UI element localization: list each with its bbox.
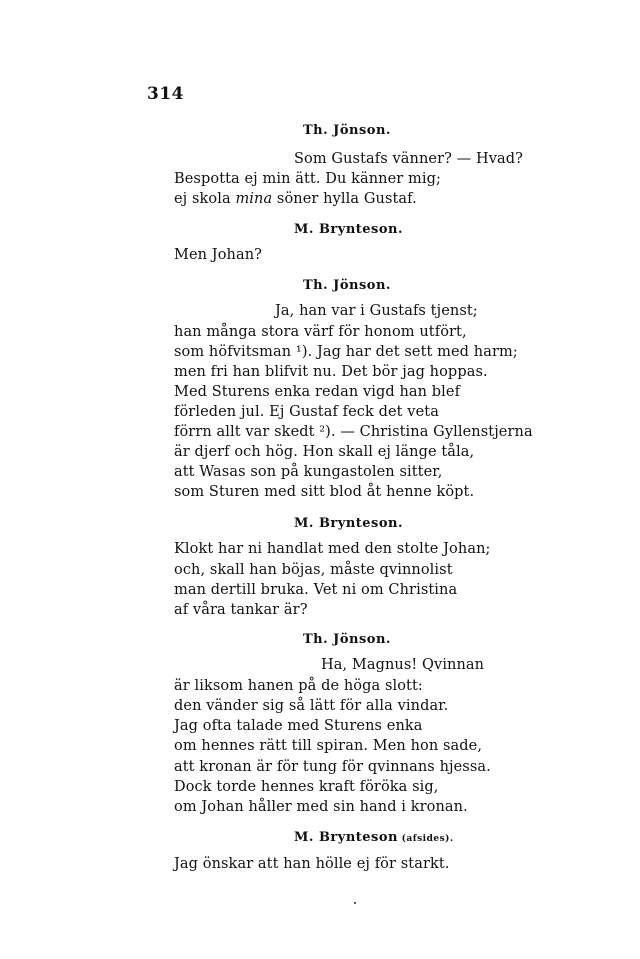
speaker-m-brynteson	[294, 830, 454, 847]
speaker-name: M. Brynteson	[294, 830, 399, 845]
page-number: 314	[147, 84, 184, 104]
speaker-m-brynteson: M. Brynteson.	[294, 516, 404, 531]
print-speck	[354, 902, 356, 904]
emphasis-text: mina	[235, 191, 273, 207]
verse-text: söner hylla Gustaf.	[272, 191, 417, 207]
verse-text: ej skola	[174, 191, 236, 207]
verse-line: men fri han blifvit nu. Det bör jag hoppas.	[174, 364, 488, 380]
verse-line: förleden jul. Ej Gustaf feck det veta	[174, 404, 439, 420]
verse-line: Som Gustafs vänner? — Hvad?	[294, 151, 524, 167]
speaker-th-jonson: Th. Jönson.	[303, 123, 391, 138]
speaker-th-jonson: Th. Jönson.	[303, 632, 391, 647]
verse-line: är djerf och hög. Hon skall ej länge tåla,	[174, 444, 475, 460]
verse-line: är liksom hanen på de höga slott:	[174, 678, 423, 694]
verse-line: och, skall han böjas, måste qvinnolist	[174, 562, 453, 578]
verse-line: han många stora värf för honom utfört,	[174, 324, 467, 340]
verse-line: den vänder sig så lätt för alla vindar.	[174, 698, 449, 714]
verse-line: om hennes rätt till spiran. Men hon sade,	[174, 738, 483, 754]
verse-line: Jag ofta talade med Sturens enka	[174, 718, 423, 734]
verse-line: Med Sturens enka redan vigd han blef	[174, 384, 461, 400]
verse-line: som Sturen med sitt blod åt henne köpt.	[174, 484, 475, 500]
speaker-m-brynteson: M. Brynteson.	[294, 222, 404, 237]
verse-line: förrn allt var skedt ²). — Christina Gyllenstjerna	[174, 424, 533, 440]
verse-line: som höfvitsman ¹). Jag har det sett med harm;	[174, 344, 518, 360]
verse-line: Men Johan?	[174, 247, 263, 263]
verse-line: Ha, Magnus! Qvinnan	[321, 657, 485, 673]
verse-line: Dock torde hennes kraft föröka sig,	[174, 779, 439, 795]
verse-line: Jag önskar att han hölle ej för starkt.	[174, 856, 450, 872]
verse-line: man dertill bruka. Vet ni om Christina	[174, 582, 458, 598]
verse-line: att Wasas son på kungastolen sitter,	[174, 464, 443, 480]
verse-line: att kronan är för tung för qvinnans hjessa.	[174, 759, 491, 775]
verse-line: Ja, han var i Gustafs tjenst;	[275, 303, 478, 319]
verse-line: af våra tankar är?	[174, 602, 308, 618]
verse-line: Klokt har ni handlat med den stolte Johan;	[174, 541, 491, 557]
speaker-th-jonson: Th. Jönson.	[303, 278, 391, 293]
verse-line	[174, 190, 417, 208]
verse-line: Bespotta ej min ätt. Du känner mig;	[174, 171, 441, 187]
verse-line: om Johan håller med sin hand i kronan.	[174, 799, 468, 815]
stage-direction: (afsides).	[398, 834, 454, 844]
